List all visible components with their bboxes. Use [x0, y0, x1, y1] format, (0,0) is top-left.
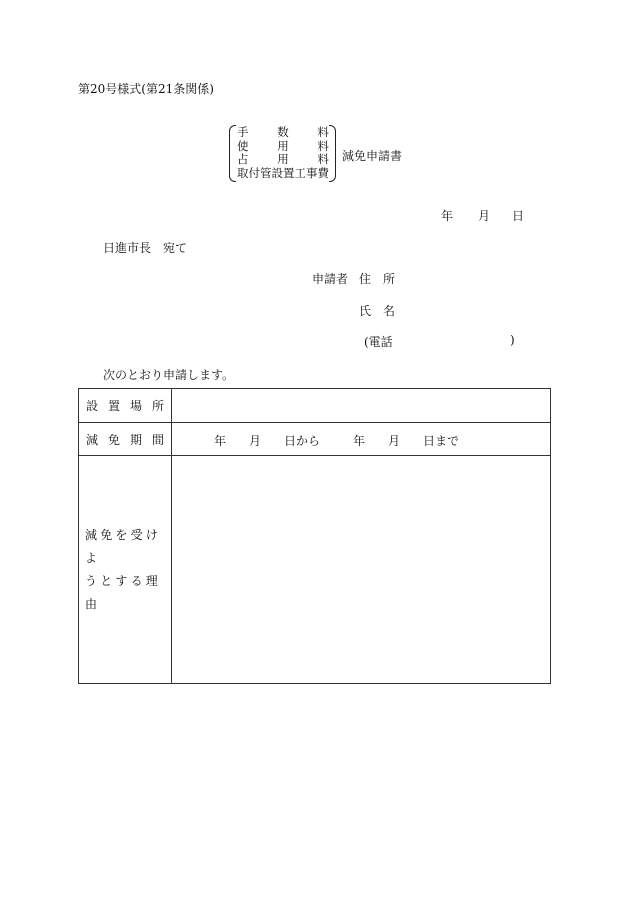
applicant-label: 申請者: [312, 272, 349, 286]
fee-type-bracket: [229, 125, 336, 181]
location-label: 設 置 場 所: [86, 399, 164, 413]
period-label-cell: [79, 423, 172, 456]
period-month-from: 月: [249, 434, 262, 448]
name-label-1: 氏: [359, 304, 372, 318]
period-month-to: 月: [388, 434, 401, 448]
date-year: 年: [441, 209, 454, 223]
phone-open: (電話: [364, 335, 393, 349]
bracket-item-occupancy-fee: 占 用 料: [237, 152, 329, 166]
period-label: 減 免 期 間: [86, 432, 164, 447]
period-value-cell[interactable]: [172, 423, 551, 456]
location-value-cell[interactable]: [172, 389, 551, 423]
date-day: 日: [512, 209, 525, 223]
reason-label-cell: [79, 456, 172, 684]
bracket-item-installation-cost: 取付管設置工事費: [237, 165, 329, 180]
reason-label: 減免を受けよ うとする理由: [85, 527, 162, 611]
period-day-from: 日から: [284, 434, 321, 448]
name-label-2: 名: [383, 304, 396, 318]
location-label-cell: [79, 389, 172, 423]
form-number: 第20号様式(第21条関係): [78, 82, 214, 96]
period-day-to: 日まで: [423, 434, 460, 448]
address-label-1: 住: [359, 272, 372, 286]
period-year-from: 年: [214, 434, 227, 448]
phone-close: ): [510, 333, 515, 347]
right-bracket: [329, 125, 336, 182]
bracket-item-usage-fee: 使 用 料: [237, 138, 329, 153]
reason-value-cell[interactable]: [172, 456, 551, 684]
address-label-2: 所: [383, 272, 396, 286]
date-month: 月: [478, 209, 491, 223]
left-bracket: [229, 125, 236, 182]
period-year-to: 年: [353, 434, 366, 448]
table-row-period: [79, 423, 551, 456]
bracket-item-fee: 手 数 料: [237, 125, 329, 139]
document-title: 減免申請書: [342, 149, 403, 163]
table-row-reason: [79, 456, 551, 684]
table-row-location: [79, 389, 551, 423]
application-table: [78, 388, 551, 684]
addressee: 日進市長 宛て: [103, 241, 188, 255]
intro-text: 次のとおり申請します。: [103, 368, 235, 382]
